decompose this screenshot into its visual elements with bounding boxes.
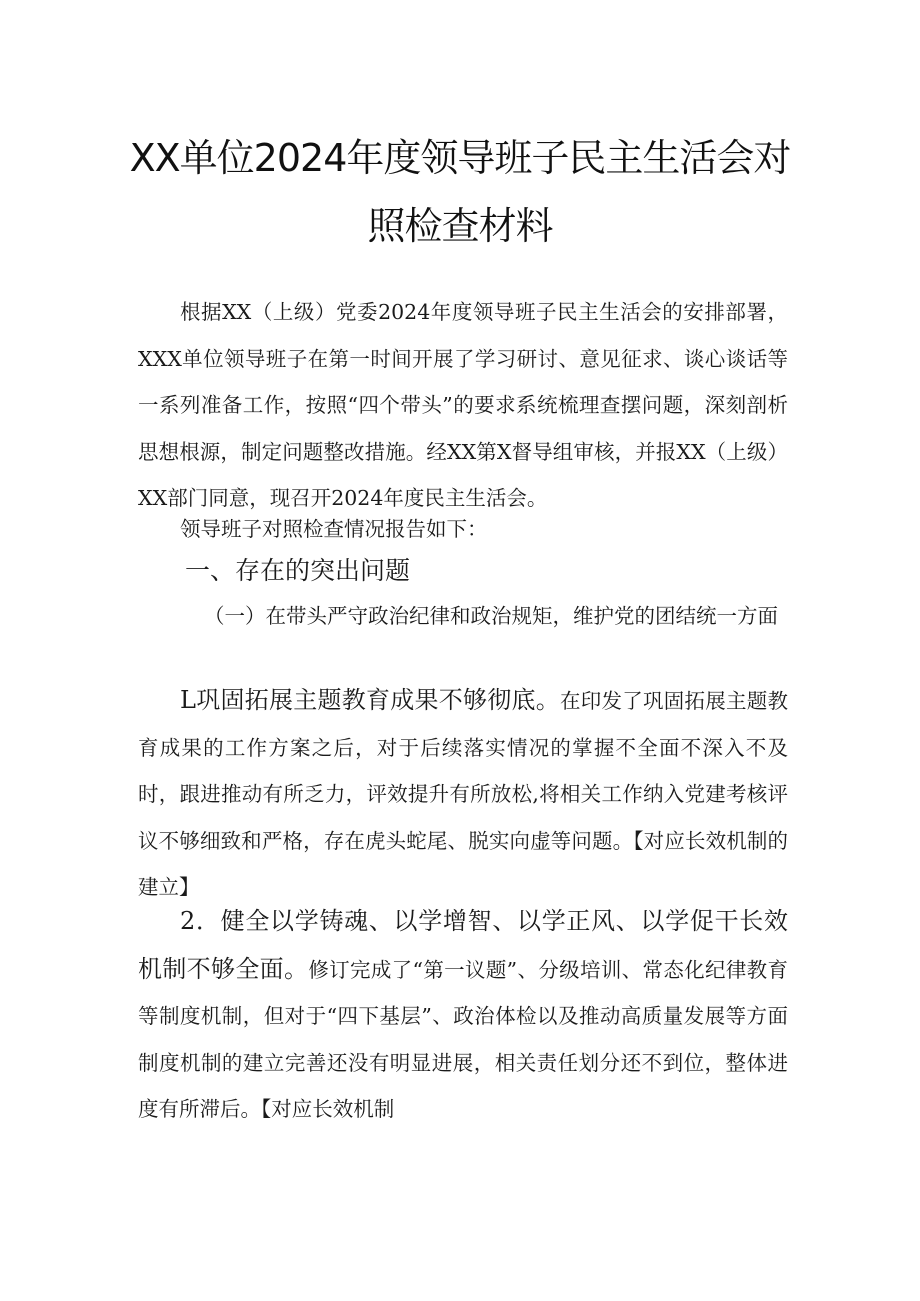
section-1-heading: 一、存在的突出问题: [185, 556, 411, 585]
document-title-line-1: XX单位2024年度领导班子民主生活会对: [129, 136, 791, 180]
issue-item-1-body: 在印发了巩固拓展主题教育成果的工作方案之后，对于后续落实情况的掌握不全面不深入不及时，跟进推动有所乏力，评效提升有所放松,将相关工作纳入党建考核评议不够细致和严格，存在虎头蛇尾、脱实向虚等问题。【对应长效机制的建立】: [138, 689, 789, 899]
intro-paragraph: 根据XX（上级）党委2024年度领导班子民主生活会的安排部署，XXX单位领导班子在第一时间开展了学习研讨、意见征求、谈心谈话等一系列准备工作，按照“四个带头”的要求系统梳理查摆问题，深刻剖析思想根源，制定问题整改措施。经XX第X督导组审核，并报XX（上级）XX部门同意，现召开2024年度民主生活会。: [138, 300, 788, 510]
issue-item-1: [138, 677, 788, 911]
subsection-1-heading: （一）在带头严守政治纪律和政治规矩，维护党的团结统一方面: [204, 604, 778, 628]
report-lead-line: 领导班子对照检查情况报告如下：: [180, 517, 488, 541]
issue-item-2: [138, 898, 788, 1133]
issue-item-1-lead: L巩固拓展主题教育成果不够彻底。: [180, 686, 560, 714]
issue-item-2-lead: 2．健全以学铸魂、以学增智、以学正风、以学促干长效机制不够全面。: [138, 907, 788, 983]
document-title-line-2: 照检查材料: [367, 204, 553, 248]
issue-item-2-body: 修订完成了“第一议题”、分级培训、常态化纪律教育等制度机制，但对于“四下基层”、政治体检以及推动高质量发展等方面制度机制的建立完善还没有明显进展，相关责任划分还不到位，整体进度有所滞后。【对应长效机制: [138, 957, 788, 1121]
